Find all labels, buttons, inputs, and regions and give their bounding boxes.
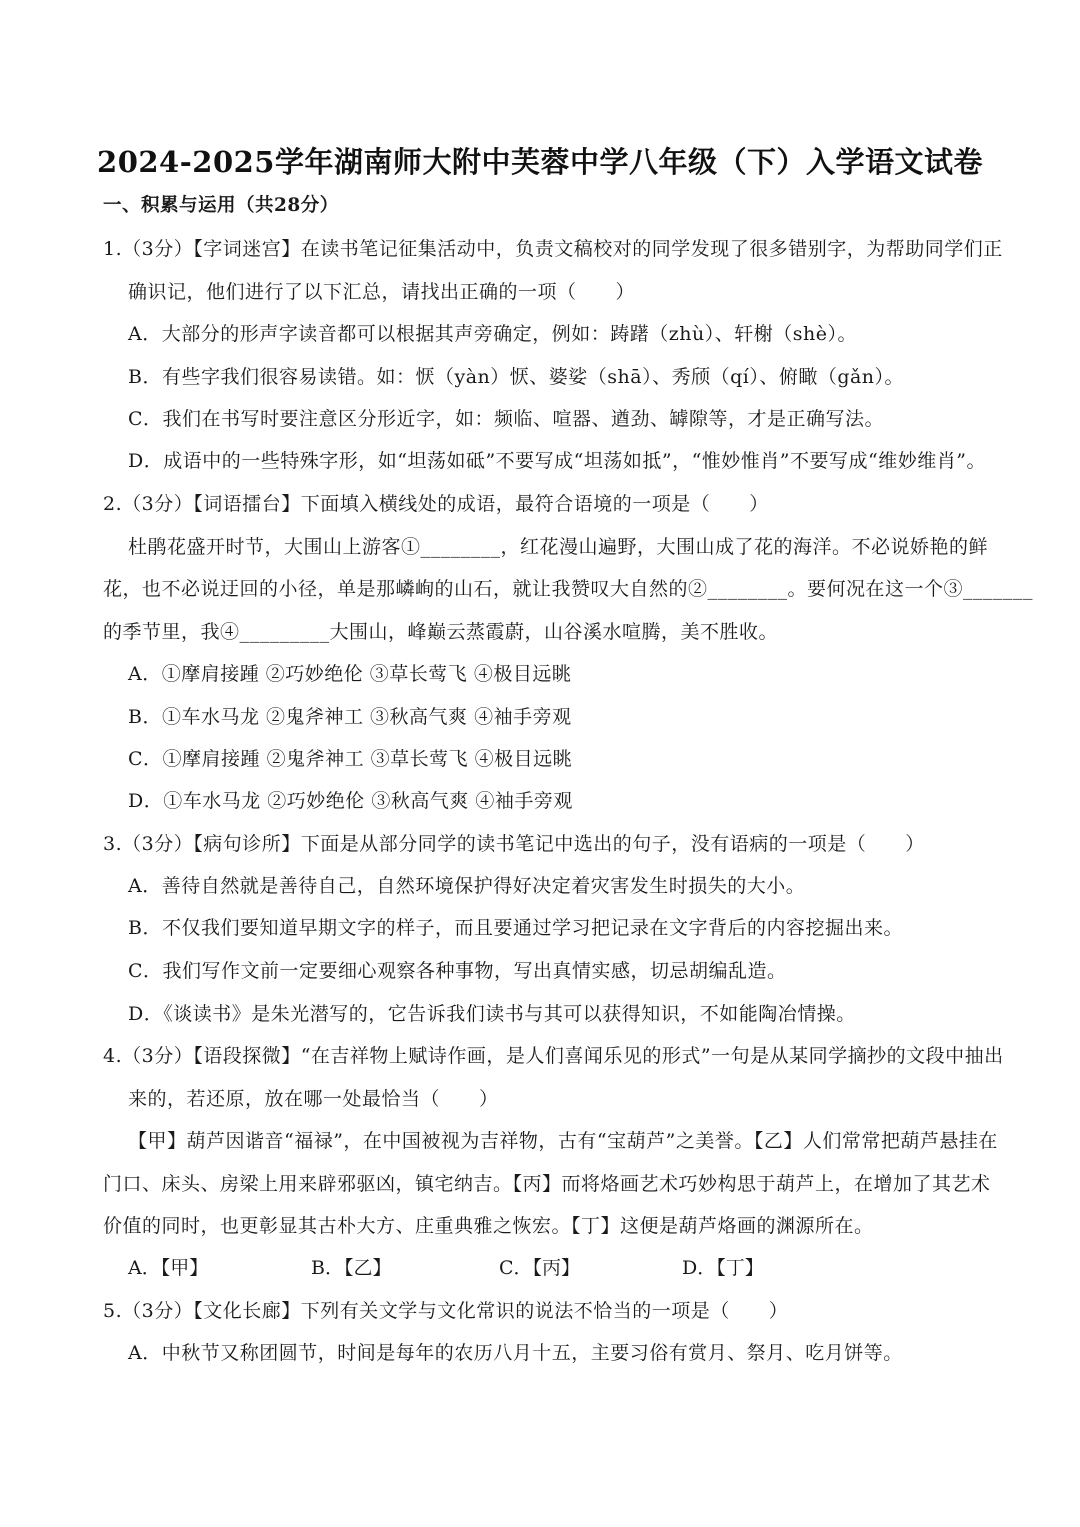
question-4-stem: 4.（3分）【语段探微】“在吉祥物上赋诗作画，是人们喜闻乐见的形式”一句是从某同学摘抄的文段中抽出 — [103, 1045, 1004, 1067]
question-4-passage-line: 门口、床头、房梁上用来辟邪驱凶，镇宅纳吉。【丙】而将烙画艺术巧妙构思于葫芦上，在增加了其艺术 — [103, 1173, 991, 1195]
question-1-stem: 1.（3分）【字词迷宫】在读书笔记征集活动中，负责文稿校对的同学发现了很多错别字，为帮助同学们正 — [103, 238, 1003, 260]
question-4-option-b: B．【乙】 — [311, 1257, 392, 1279]
question-5-stem: 5.（3分）【文化长廊】下列有关文学与文化常识的说法不恰当的一项是（ ） — [103, 1300, 789, 1322]
question-2-stem: 2.（3分）【词语擂台】下面填入横线处的成语，最符合语境的一项是（ ） — [103, 493, 769, 515]
question-1-stem-cont: 确识记，他们进行了以下汇总，请找出正确的一项（ ） — [128, 281, 636, 303]
question-1-option-a: A．大部分的形声字读音都可以根据其声旁确定，例如：踌躇（zhù）、轩榭（shè）。 — [128, 323, 857, 345]
question-2-option-a: A．①摩肩接踵 ②巧妙绝伦 ③草长莺飞 ④极目远眺 — [128, 663, 572, 685]
question-2-passage-line: 杜鹃花盛开时节，大围山上游客①________，红花漫山遍野，大围山成了花的海洋。不必说娇艳的鲜 — [128, 536, 989, 558]
question-4-passage-line: 价值的同时，也更彰显其古朴大方、庄重典雅之恢宏。【丁】这便是葫芦烙画的渊源所在。 — [103, 1215, 874, 1237]
question-1-option-c: C．我们在书写时要注意区分形近字，如：频临、喧器、遒劲、罅隙等，才是正确写法。 — [128, 408, 885, 430]
question-4-option-d: D．【丁】 — [682, 1257, 764, 1279]
question-3-option-b: B．不仅我们要知道早期文字的样子，而且要通过学习把记录在文字背后的内容挖掘出来。 — [128, 917, 903, 939]
question-3-option-c: C．我们写作文前一定要细心观察各种事物，写出真情实感，切忌胡编乱造。 — [128, 960, 787, 982]
question-3-option-d: D．《谈读书》是朱光潜写的，它告诉我们读书与其可以获得知识，不如能陶冶情操。 — [128, 1003, 856, 1025]
question-1-option-b: B．有些字我们很容易读错。如：恹（yàn）恹、婆娑（shā）、秀颀（qí）、俯瞰（gǎn）。 — [128, 366, 905, 388]
question-4-passage-line: 【甲】葫芦因谐音“福禄”，在中国被视为吉祥物，古有“宝葫芦”之美誉。【乙】人们常常把葫芦悬挂在 — [128, 1130, 998, 1152]
question-2-passage-line: 花，也不必说迂回的小径，单是那嶙峋的山石，就让我赞叹大自然的②________。要何况在这一个③_______ — [103, 578, 1034, 600]
section-heading: 一、积累与运用（共28分） — [103, 195, 339, 216]
question-4-stem-cont: 来的，若还原，放在哪一处最恰当（ ） — [128, 1088, 499, 1110]
question-4-option-a: A．【甲】 — [128, 1257, 209, 1279]
question-3-stem: 3.（3分）【病句诊所】下面是从部分同学的读书笔记中选出的句子，没有语病的一项是（ ） — [103, 833, 925, 855]
question-1-option-d: D．成语中的一些特殊字形，如“坦荡如砥”不要写成“坦荡如抵”，“惟妙惟肖”不要写成“维妙维肖”。 — [128, 450, 986, 472]
question-3-option-a: A．善待自然就是善待自己，自然环境保护得好决定着灾害发生时损失的大小。 — [128, 875, 806, 897]
question-4-option-c: C．【丙】 — [499, 1257, 581, 1279]
page-title: 2024-2025学年湖南师大附中芙蓉中学八年级（下）入学语文试卷 — [97, 145, 983, 179]
question-2-option-b: B．①车水马龙 ②鬼斧神工 ③秋高气爽 ④袖手旁观 — [128, 706, 572, 728]
question-2-passage-line: 的季节里，我④_________大围山，峰巅云蒸霞蔚，山谷溪水喧腾，美不胜收。 — [103, 621, 779, 643]
question-2-option-d: D．①车水马龙 ②巧妙绝伦 ③秋高气爽 ④袖手旁观 — [128, 790, 573, 812]
question-2-option-c: C．①摩肩接踵 ②鬼斧神工 ③草长莺飞 ④极目远眺 — [128, 748, 573, 770]
question-5-option-a: A．中秋节又称团圆节，时间是每年的农历八月十五，主要习俗有赏月、祭月、吃月饼等。 — [128, 1342, 903, 1364]
